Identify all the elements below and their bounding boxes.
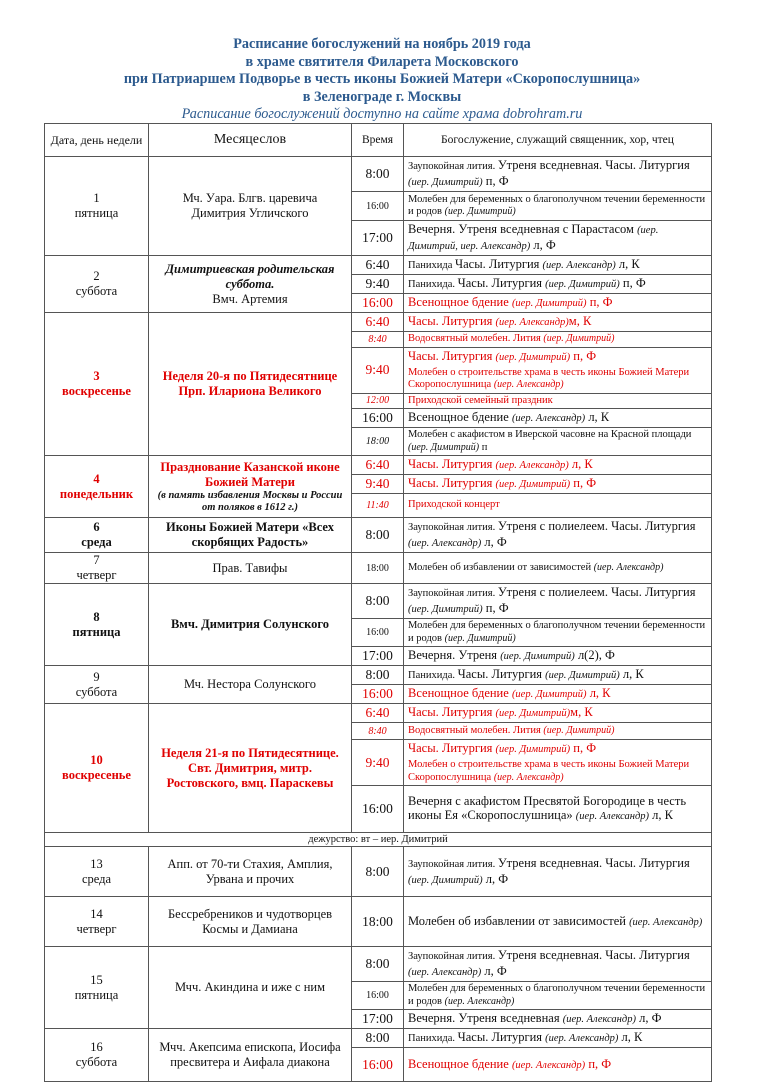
time-cell: 8:00	[352, 157, 404, 192]
service-cell: Часы. Литургия (иер. Александр)м, К	[404, 313, 712, 332]
time-cell: 8:00	[352, 518, 404, 553]
table-row	[45, 1029, 712, 1048]
date-cell: 7 четверг	[45, 553, 149, 584]
feast-cell: Мч. Нестора Солунского	[149, 666, 352, 704]
date-cell: 3 воскресенье	[45, 313, 149, 456]
table-row	[45, 157, 712, 192]
table-row	[45, 847, 712, 897]
table-row	[45, 313, 712, 332]
date-cell: 1 пятница	[45, 157, 149, 256]
feast-cell: Бессребреников и чудотворцев Космы и Дамиана	[149, 897, 352, 947]
table-row	[45, 666, 712, 685]
time-cell: 9:40	[352, 475, 404, 494]
date-cell: 4 понедельник	[45, 456, 149, 518]
date-cell: 15 пятница	[45, 947, 149, 1029]
table-row	[45, 553, 712, 584]
service-cell: Заупокойная лития. Утреня вседневная. Часы. Литургия (иер. Димитрий) л, Ф	[404, 847, 712, 897]
time-cell: 16:00	[352, 192, 404, 221]
schedule-table	[44, 123, 712, 1082]
service-cell: Заупокойная лития. Утреня вседневная. Часы. Литургия (иер. Димитрий) п, Ф	[404, 157, 712, 192]
service-cell: Всенощное бдение (иер. Александр) л, К	[404, 409, 712, 428]
table-row	[45, 897, 712, 947]
time-cell: 12:00	[352, 393, 404, 409]
service-cell: Заупокойная лития. Утреня вседневная. Часы. Литургия (иер. Александр) л, Ф	[404, 947, 712, 982]
service-cell: Молебен о строительстве храма в честь иконы Божией Матери Скоропослушница (иер. Александр)	[404, 758, 712, 786]
time-cell: 8:00	[352, 947, 404, 982]
service-cell: Панихида. Часы. Литургия (иер. Димитрий) п, Ф	[404, 275, 712, 294]
date-cell: 14 четверг	[45, 897, 149, 947]
service-cell: Молебен о строительстве храма в честь иконы Божией Матери Скоропослушница (иер. Александр)	[404, 366, 712, 394]
service-cell: Всенощное бдение (иер. Димитрий) п, Ф	[404, 294, 712, 313]
col-service-header: Богослужение, служащий священник, хор, чтец	[404, 124, 712, 157]
service-cell: Панихида Часы. Литургия (иер. Александр) л, К	[404, 256, 712, 275]
service-cell: Заупокойная лития. Утреня с полиелеем. Часы. Литургия (иер. Александр) л, Ф	[404, 518, 712, 553]
time-cell: 11:40	[352, 494, 404, 518]
time-cell: 6:40	[352, 704, 404, 723]
time-cell: 16:00	[352, 619, 404, 647]
time-cell: 16:00	[352, 294, 404, 313]
time-cell: 18:00	[352, 428, 404, 456]
col-time-header: Время	[352, 124, 404, 157]
feast-cell: Неделя 21-я по Пятидесятнице. Свт. Димитрия, митр. Ростовского, вмц. Параскевы	[149, 704, 352, 833]
service-cell: Часы. Литургия (иер. Александр) л, К	[404, 456, 712, 475]
time-cell: 18:00	[352, 897, 404, 947]
service-cell: Молебен об избавлении от зависимостей (иер. Александр)	[404, 553, 712, 584]
feast-cell: Празднование Казанской иконе Божией Матери (в память избавления Москвы и России от поляков в 1612 г.)	[149, 456, 352, 518]
table-row	[45, 584, 712, 619]
time-cell: 17:00	[352, 1010, 404, 1029]
duty-note: дежурство: вт – иер. Димитрий	[45, 833, 712, 847]
time-cell: 9:40	[352, 275, 404, 294]
date-cell: 16 суббота	[45, 1029, 149, 1082]
time-cell: 8:00	[352, 1029, 404, 1048]
service-cell: Панихида. Часы. Литургия (иер. Александр) л, К	[404, 1029, 712, 1048]
time-cell: 9:40	[352, 347, 404, 393]
header-site-link[interactable]: Расписание богослужений доступно на сайте храма dobrohram.ru	[181, 106, 583, 122]
time-cell: 16:00	[352, 685, 404, 704]
time-cell: 17:00	[352, 221, 404, 256]
time-cell: 8:00	[352, 847, 404, 897]
feast-cell: Мч. Уара. Блгв. царевича Димитрия Угличского	[149, 157, 352, 256]
feast-cell: Прав. Тавифы	[149, 553, 352, 584]
service-cell: Приходской концерт	[404, 494, 712, 518]
service-cell: Вечерня. Утреня вседневная с Парастасом (иер. Димитрий, иер. Александр) л, Ф	[404, 221, 712, 256]
service-cell: Часы. Литургия (иер. Димитрий)м, К	[404, 704, 712, 723]
col-calendar-header: Месяцеслов	[149, 124, 352, 157]
feast-cell: Мчч. Акиндина и иже с ним	[149, 947, 352, 1029]
service-cell: Вечерня. Утреня (иер. Димитрий) л(2), Ф	[404, 647, 712, 666]
time-cell: 8:40	[352, 723, 404, 740]
feast-cell: Димитриевская родительская суббота. Вмч. Артемия	[149, 256, 352, 313]
service-cell: Всенощное бдение (иер. Димитрий) л, К	[404, 685, 712, 704]
service-cell: Молебен об избавлении от зависимостей (иер. Александр)	[404, 897, 712, 947]
service-cell: Молебен с акафистом в Иверской часовне на Красной площади (иер. Димитрий) п	[404, 428, 712, 456]
service-cell: Молебен для беременных о благополучном течении беременности и родов (иер. Александр)	[404, 982, 712, 1010]
table-row	[45, 947, 712, 982]
time-cell: 8:40	[352, 332, 404, 348]
time-cell: 6:40	[352, 313, 404, 332]
feast-cell: Апп. от 70-ти Стахия, Амплия, Урвана и прочих	[149, 847, 352, 897]
time-cell: 6:40	[352, 456, 404, 475]
service-cell: Приходской семейный праздник	[404, 393, 712, 409]
service-cell: Всенощное бдение (иер. Александр) п, Ф	[404, 1048, 712, 1082]
service-cell: Молебен для беременных о благополучном течении беременности и родов (иер. Димитрий)	[404, 192, 712, 221]
service-cell: Молебен для беременных о благополучном течении беременности и родов (иер. Димитрий)	[404, 619, 712, 647]
time-cell: 16:00	[352, 1048, 404, 1082]
feast-cell: Неделя 20-я по Пятидесятнице Прп. Илариона Великого	[149, 313, 352, 456]
date-cell: 8 пятница	[45, 584, 149, 666]
service-cell: Водосвятный молебен. Лития (иер. Димитрий)	[404, 723, 712, 740]
service-cell: Водосвятный молебен. Лития (иер. Димитрий)	[404, 332, 712, 348]
service-cell: Заупокойная лития. Утреня с полиелеем. Часы. Литургия (иер. Димитрий) п, Ф	[404, 584, 712, 619]
schedule-header	[0, 36, 764, 123]
date-cell: 13 среда	[45, 847, 149, 897]
service-cell: Вечерня с акафистом Пресвятой Богородице в честь иконы Ея «Скоропослушница» (иер. Александр) л, К	[404, 786, 712, 833]
col-date-header: Дата, день недели	[45, 124, 149, 157]
service-cell: Панихида. Часы. Литургия (иер. Димитрий) л, К	[404, 666, 712, 685]
date-cell: 6 среда	[45, 518, 149, 553]
service-cell: Вечерня. Утреня вседневная (иер. Александр) л, Ф	[404, 1010, 712, 1029]
time-cell: 17:00	[352, 647, 404, 666]
table-header-row	[45, 124, 712, 157]
time-cell: 16:00	[352, 982, 404, 1010]
time-cell: 6:40	[352, 256, 404, 275]
date-cell: 10 воскресенье	[45, 704, 149, 833]
time-cell: 9:40	[352, 740, 404, 786]
date-cell: 2 суббота	[45, 256, 149, 313]
time-cell: 8:00	[352, 584, 404, 619]
table-row	[45, 456, 712, 475]
header-church: в храме святителя Филарета Московского	[245, 53, 519, 70]
time-cell: 8:00	[352, 666, 404, 685]
time-cell: 16:00	[352, 409, 404, 428]
header-podvorie: при Патриаршем Подворье в честь иконы Божией Матери «Скоропослушница»	[123, 71, 641, 87]
feast-cell: Мчч. Акепсима епископа, Иосифа пресвитера и Аифала диакона	[149, 1029, 352, 1082]
date-cell: 9 суббота	[45, 666, 149, 704]
time-cell: 16:00	[352, 786, 404, 833]
header-location: в Зеленограде г. Москвы	[302, 88, 462, 105]
duty-row	[45, 833, 712, 847]
service-cell: Часы. Литургия (иер. Димитрий) п, Ф	[404, 740, 712, 759]
service-cell: Часы. Литургия (иер. Димитрий) п, Ф	[404, 347, 712, 366]
table-row	[45, 518, 712, 553]
feast-cell: Вмч. Димитрия Солунского	[149, 584, 352, 666]
feast-cell: Иконы Божией Матери «Всех скорбящих Радость»	[149, 518, 352, 553]
service-cell: Часы. Литургия (иер. Димитрий) п, Ф	[404, 475, 712, 494]
header-title: Расписание богослужений на ноябрь 2019 года	[233, 36, 531, 52]
table-row	[45, 256, 712, 275]
table-row	[45, 704, 712, 723]
time-cell: 18:00	[352, 553, 404, 584]
